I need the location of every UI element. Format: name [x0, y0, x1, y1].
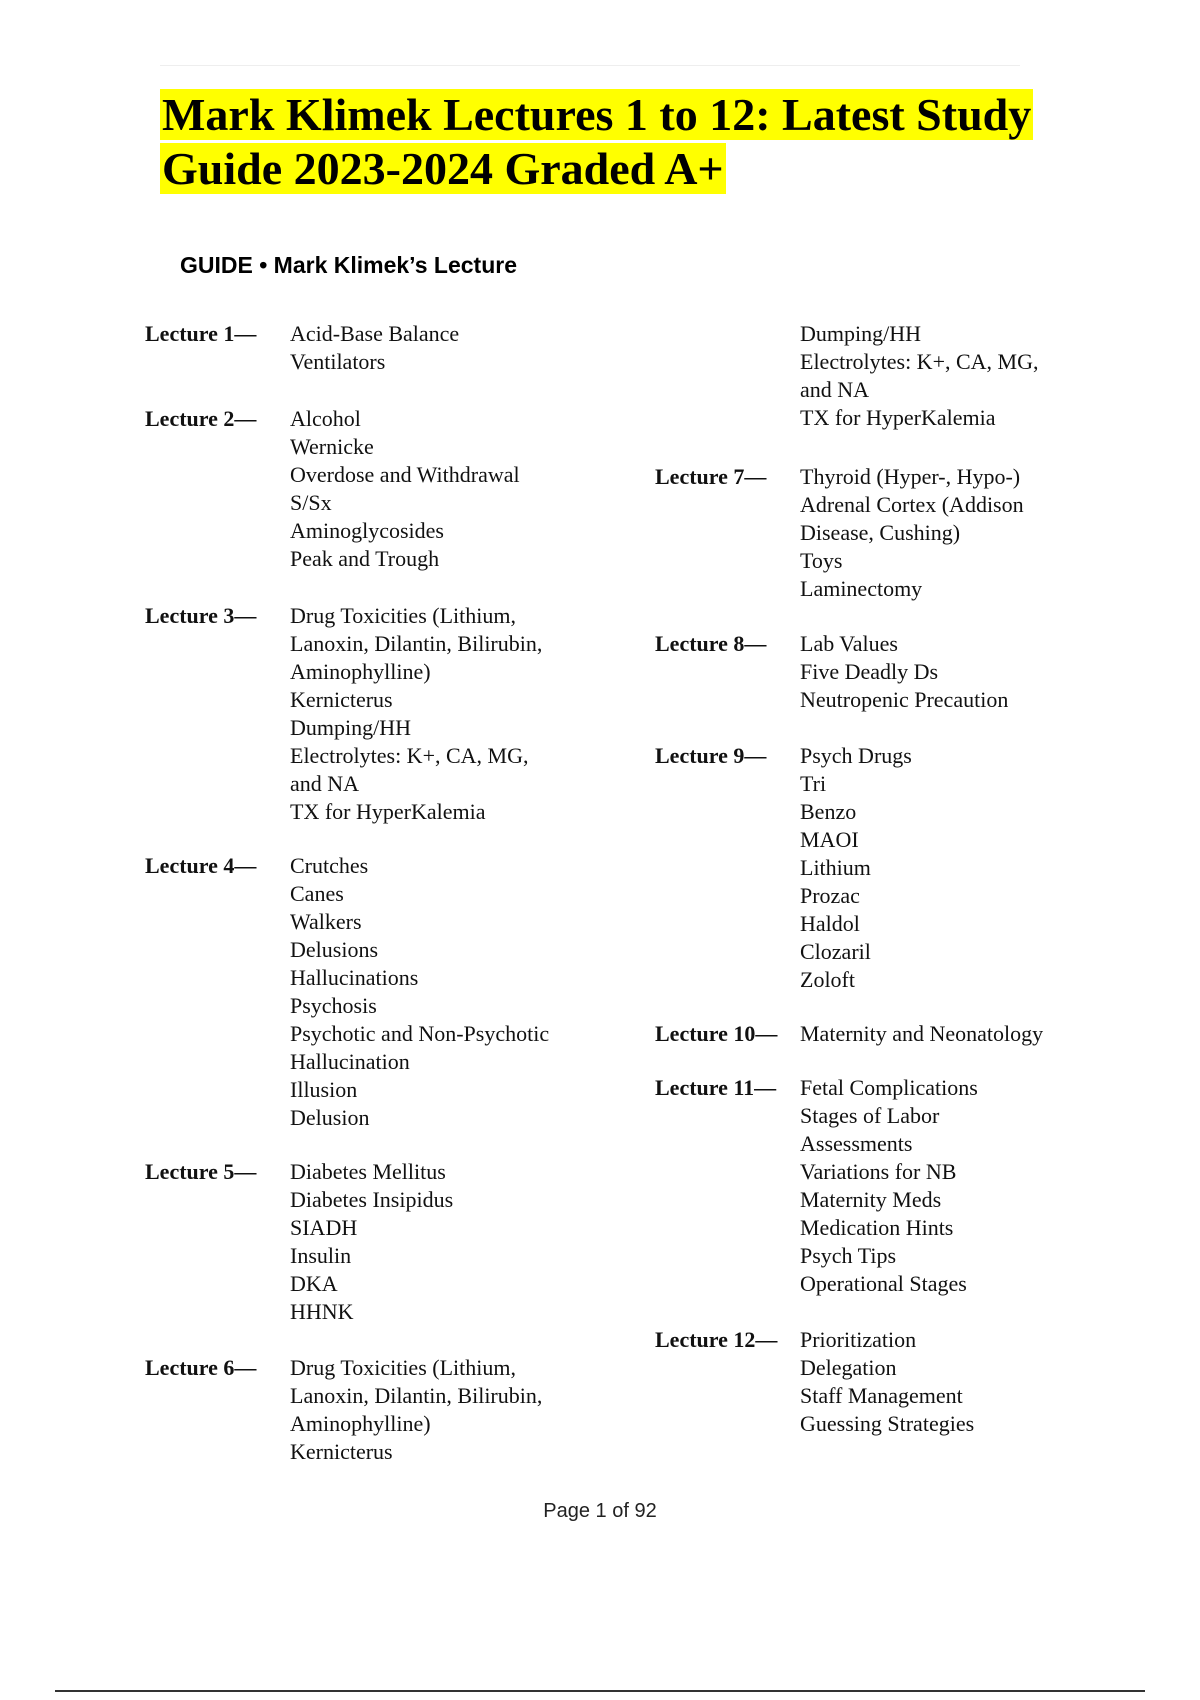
topic: Psychotic and Non-Psychotic	[290, 1021, 550, 1046]
topic: Drug Toxicities (Lithium,	[290, 1355, 516, 1380]
top-divider	[160, 65, 1020, 66]
topic: Dumping/HH	[800, 321, 921, 346]
topic: Canes	[290, 881, 344, 906]
topic: and NA	[290, 771, 360, 796]
lecture-topics	[290, 1354, 542, 1466]
topic: Variations for NB	[800, 1159, 957, 1184]
lecture-label: Lecture 8—	[655, 631, 767, 656]
topic: Disease, Cushing)	[800, 520, 961, 545]
topic: Electrolytes: K+, CA, MG,	[800, 349, 1039, 374]
topic: TX for HyperKalemia	[290, 799, 486, 824]
topic: Medication Hints	[800, 1215, 954, 1240]
lecture-label: Lecture 1—	[145, 321, 257, 346]
topic: Guessing Strategies	[800, 1411, 975, 1436]
lecture-topics	[800, 1020, 1043, 1048]
lecture-6-continued	[800, 320, 1039, 432]
title-line-2: Guide 2023-2024 Graded A+	[162, 143, 724, 194]
lecture-label: Lecture 11—	[655, 1075, 777, 1100]
topic: Aminophylline)	[290, 659, 431, 684]
lecture-topics	[290, 852, 549, 1132]
lecture-topics	[290, 602, 542, 826]
lecture-label: Lecture 7—	[655, 464, 767, 489]
lecture-topics	[800, 463, 1024, 603]
topic: Lanoxin, Dilantin, Bilirubin,	[290, 1383, 543, 1408]
topic: Delusions	[290, 937, 378, 962]
lecture-label: Lecture 5—	[145, 1159, 257, 1184]
topic: Zoloft	[800, 967, 855, 992]
lecture-topics	[800, 742, 912, 994]
topic: Diabetes Mellitus	[290, 1159, 446, 1184]
topic: Five Deadly Ds	[800, 659, 939, 684]
topic: Peak and Trough	[290, 546, 440, 571]
topic: Lab Values	[800, 631, 898, 656]
topic: Insulin	[290, 1243, 352, 1268]
topic: Psych Drugs	[800, 743, 912, 768]
lecture-label: Lecture 10—	[655, 1021, 778, 1046]
topic: Adrenal Cortex (Addison	[800, 492, 1024, 517]
topic: Alcohol	[290, 406, 361, 431]
topic: Hallucination	[290, 1049, 410, 1074]
topic: Crutches	[290, 853, 369, 878]
topic: MAOI	[800, 827, 859, 852]
topic: Assessments	[800, 1131, 913, 1156]
topic: Operational Stages	[800, 1271, 967, 1296]
topic: Tri	[800, 771, 827, 796]
topic: Overdose and Withdrawal	[290, 462, 520, 487]
lecture-label: Lecture 12—	[655, 1327, 778, 1352]
lecture-topics	[800, 1074, 978, 1298]
lecture-label: Lecture 4—	[145, 853, 257, 878]
topic: Walkers	[290, 909, 362, 934]
topic: Laminectomy	[800, 576, 923, 601]
topic: Neutropenic Precaution	[800, 687, 1009, 712]
topic: Aminophylline)	[290, 1411, 431, 1436]
topic: Kernicterus	[290, 1439, 393, 1464]
topic: Thyroid (Hyper-, Hypo-)	[800, 464, 1021, 489]
bottom-divider	[55, 1690, 1145, 1692]
topic: Lithium	[800, 855, 871, 880]
page-number: Page 1 of 92	[543, 1500, 657, 1522]
topic: Illusion	[290, 1077, 358, 1102]
topic: Toys	[800, 548, 843, 573]
topic: Benzo	[800, 799, 857, 824]
topic: Psych Tips	[800, 1243, 897, 1268]
topic: Wernicke	[290, 434, 374, 459]
topic: Delusion	[290, 1105, 370, 1130]
page-title	[160, 88, 1090, 196]
topic: Delegation	[800, 1355, 897, 1380]
lecture-topics	[800, 630, 1008, 714]
lecture-label: Lecture 6—	[145, 1355, 257, 1380]
title-line-1: Mark Klimek Lectures 1 to 12: Latest Study	[162, 89, 1032, 140]
topic: DKA	[290, 1271, 338, 1296]
topic: Maternity and Neonatology	[800, 1021, 1044, 1046]
topic: Haldol	[800, 911, 860, 936]
topic: Psychosis	[290, 993, 377, 1018]
topic: Stages of Labor	[800, 1103, 940, 1128]
lecture-topics	[290, 320, 459, 376]
topic: Kernicterus	[290, 687, 393, 712]
topic: Staff Management	[800, 1383, 963, 1408]
topic: Aminoglycosides	[290, 518, 444, 543]
topic: Maternity Meds	[800, 1187, 942, 1212]
topic: Prioritization	[800, 1327, 917, 1352]
topic: Lanoxin, Dilantin, Bilirubin,	[290, 631, 543, 656]
topic: SIADH	[290, 1215, 358, 1240]
topic: Prozac	[800, 883, 860, 908]
lecture-topics	[800, 1326, 974, 1438]
topic: Electrolytes: K+, CA, MG,	[290, 743, 529, 768]
topic: HHNK	[290, 1299, 354, 1324]
guide-subtitle: GUIDE • Mark Klimek’s Lecture	[180, 252, 517, 278]
topic: Acid-Base Balance	[290, 321, 460, 346]
topic: Ventilators	[290, 349, 386, 374]
topic: Drug Toxicities (Lithium,	[290, 603, 516, 628]
topic: S/Sx	[290, 490, 332, 515]
lecture-topics	[290, 1158, 453, 1326]
lecture-label: Lecture 9—	[655, 743, 767, 768]
lecture-label: Lecture 2—	[145, 406, 257, 431]
topic: Hallucinations	[290, 965, 419, 990]
topic: Clozaril	[800, 939, 871, 964]
lecture-label: Lecture 3—	[145, 603, 257, 628]
topic: and NA	[800, 377, 870, 402]
topic: TX for HyperKalemia	[800, 405, 996, 430]
topic: Diabetes Insipidus	[290, 1187, 454, 1212]
lecture-topics	[290, 405, 520, 573]
topic: Dumping/HH	[290, 715, 411, 740]
topic: Fetal Complications	[800, 1075, 978, 1100]
